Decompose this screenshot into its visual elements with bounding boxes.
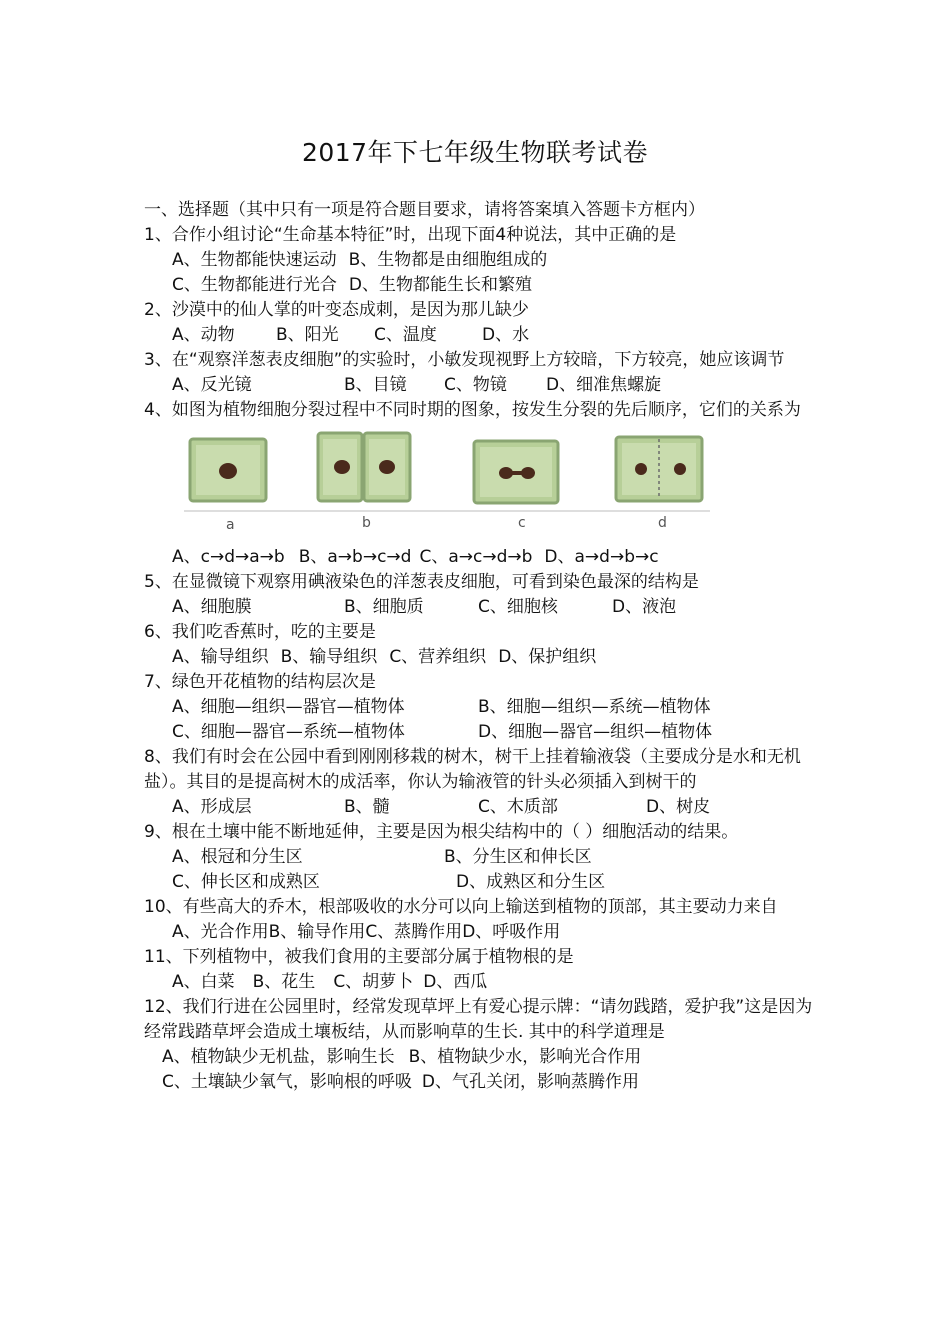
q5-option-b: B、细胞质 [344,597,424,617]
question-9-options-2 [144,870,814,895]
q8-option-d: D、树皮 [646,797,711,817]
q12-option-c: C、土壤缺少氧气，影响根的呼吸 [162,1072,412,1092]
question-1-options-2 [144,273,814,298]
q11-option-c: C、胡萝卜 [333,972,414,992]
cell-d [616,437,702,501]
question-5-stem: 5、在显微镜下观察用碘液染色的洋葱表皮细胞，可看到染色最深的结构是 [144,572,699,592]
q4-option-d: D、a→d→b→c [544,547,659,567]
q9-option-c: C、伸长区和成熟区 [172,872,320,892]
q3-option-d: D、细准焦螺旋 [546,375,662,395]
q6-option-d: D、保护组织 [498,647,597,667]
q10-option-b: B、输导作用 [268,922,366,942]
question-9-stem: 9、根在土壤中能不断地延伸，主要是因为根尖结构中的（ ）细胞活动的结果。 [144,822,739,842]
q1-option-d: D、生物都能生长和繁殖 [348,275,532,295]
fig-label-a: a [226,517,235,533]
q11-option-d: D、西瓜 [423,972,488,992]
fig-label-b: b [362,515,371,531]
q10-option-c: C、蒸腾作用 [365,922,463,942]
q8-option-b: B、髓 [344,797,390,817]
cell-a [190,439,266,501]
q5-option-a: A、细胞膜 [172,597,252,617]
question-1-stem: 1、合作小组讨论“生命基本特征”时，出现下面4种说法，其中正确的是 [144,225,677,245]
question-11-options [144,970,814,995]
q2-option-b: B、阳光 [276,325,339,345]
q12-option-d: D、气孔关闭，影响蒸腾作用 [421,1072,639,1092]
q9-option-a: A、根冠和分生区 [172,847,303,867]
q6-option-b: B、输导组织 [280,647,378,667]
question-11-stem: 11、下列植物中，被我们食用的主要部分属于植物根的是 [144,947,574,967]
fig-label-c: c [518,515,526,531]
q1-option-a: A、生物都能快速运动 [172,250,337,270]
q3-option-b: B、目镜 [344,375,407,395]
cell-c [474,441,558,503]
q9-option-b: B、分生区和伸长区 [444,847,592,867]
question-12-stem: 12、我们行进在公园里时，经常发现草坪上有爱心提示牌：“请勿践踏，爱护我”这是因为经常践踏草坪会造成土壤板结，从而影响草的生长. 其中的科学道理是 [144,997,813,1042]
fig-label-d: d [658,515,667,531]
question-7-stem: 7、绿色开花植物的结构层次是 [144,672,376,692]
q2-option-d: D、水 [482,325,530,345]
section-heading: 一、选择题（其中只有一项是符合题目要求，请将答案填入答题卡方框内） [144,200,705,220]
q4-option-a: A、c→d→a→b [172,547,285,567]
question-4-options [144,545,814,570]
q10-option-a: A、光合作用 [172,922,269,942]
q7-option-c: C、细胞—器官—系统—植物体 [172,722,405,742]
question-10-options [144,920,814,945]
q10-option-d: D、呼吸作用 [462,922,561,942]
question-6-options [144,645,814,670]
q12-option-a: A、植物缺少无机盐，影响生长 [162,1047,395,1067]
question-8-stem: 8、我们有时会在公园中看到刚刚移栽的树木，树干上挂着输液袋（主要成分是水和无机盐）。其目的是提高树木的成活率，你认为输液管的针头必须插入到树干的 [144,747,801,792]
q11-option-b: B、花生 [252,972,316,992]
q4-option-b: B、a→b→c→d [298,547,412,567]
q3-option-a: A、反光镜 [172,375,252,395]
q5-option-c: C、细胞核 [478,597,558,617]
question-10-stem: 10、有些高大的乔木，根部吸收的水分可以向上输送到植物的顶部，其主要动力来自 [144,897,778,917]
q6-option-a: A、输导组织 [172,647,269,667]
q7-option-b: B、细胞—组织—系统—植物体 [478,697,711,717]
page-title: 2017年下七年级生物联考试卷 [301,138,649,167]
question-7-options-2 [144,720,814,745]
question-2-stem: 2、沙漠中的仙人掌的叶变态成刺，是因为那儿缺少 [144,300,529,320]
question-5-options [144,595,814,620]
q7-option-d: D、细胞—器官—组织—植物体 [478,722,713,742]
q8-option-a: A、形成层 [172,797,252,817]
q9-option-d: D、成熟区和分生区 [456,872,606,892]
cell-division-image [184,425,714,545]
question-7-options [144,695,814,720]
question-6-stem: 6、我们吃香蕉时，吃的主要是 [144,622,376,642]
cell-division-figure [144,423,814,545]
cell-b [318,433,410,501]
q1-option-b: B、生物都是由细胞组成的 [348,250,548,270]
q1-option-c: C、生物都能进行光合 [172,275,337,295]
q5-option-d: D、液泡 [612,597,677,617]
q3-option-c: C、物镜 [444,375,507,395]
q12-option-b: B、植物缺少水，影响光合作用 [408,1047,642,1067]
question-9-options [144,845,814,870]
q7-option-a: A、细胞—组织—器官—植物体 [172,697,405,717]
question-2-options [144,323,814,348]
question-3-options [144,373,814,398]
q8-option-c: C、木质部 [478,797,558,817]
question-12-options-2 [144,1070,814,1095]
question-4-stem: 4、如图为植物细胞分裂过程中不同时期的图象，按发生分裂的先后顺序，它们的关系为 [144,400,801,420]
question-list [144,198,814,1095]
question-8-options [144,795,814,820]
q4-option-c: C、a→c→d→b [419,547,533,567]
q11-option-a: A、白菜 [172,972,235,992]
q2-option-c: C、温度 [374,325,437,345]
question-3-stem: 3、在“观察洋葱表皮细胞”的实验时，小敏发现视野上方较暗，下方较亮，她应该调节 [144,350,785,370]
question-1-options [144,248,814,273]
q6-option-c: C、营养组织 [389,647,487,667]
q2-option-a: A、动物 [172,325,235,345]
question-12-options [144,1045,814,1070]
